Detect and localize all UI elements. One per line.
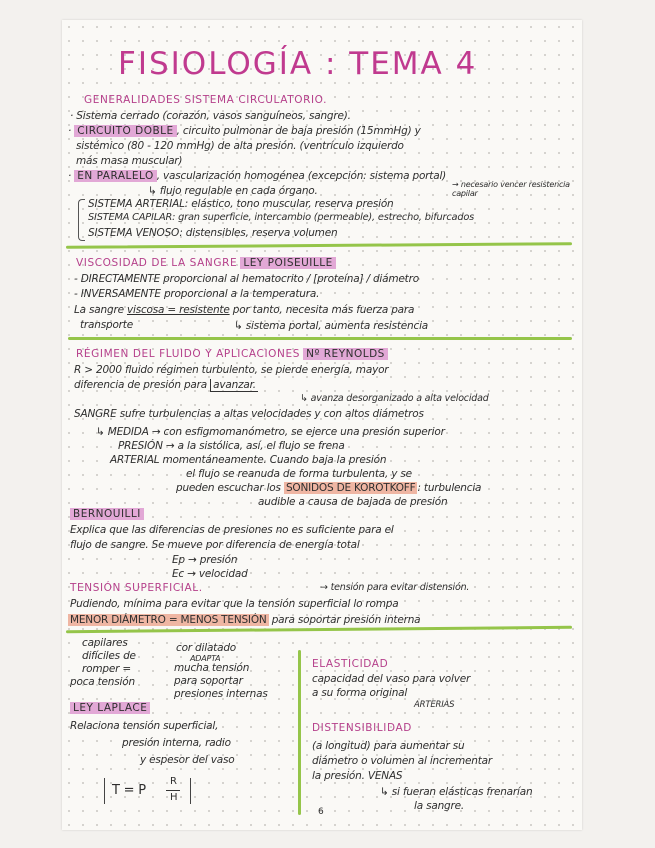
text-line: y espesor del vaso — [140, 754, 235, 766]
text-line: ↳ MEDIDA → con esfigmomanómetro, se ejerce una presión superior — [96, 426, 445, 438]
bracket — [78, 199, 85, 241]
text-line: audible a causa de bajada de presión — [258, 496, 448, 508]
text-line: SISTEMA ARTERIAL: elástico, tono muscular, reserva presión — [88, 198, 394, 210]
text-line: PRESIÓN → a la sistólica, así, el flujo se frena — [118, 440, 345, 452]
text-line: La sangre viscosa = resistente por tanto, necesita más fuerza para — [74, 304, 415, 316]
text-line: Pudiendo, mínima para evitar que la tensión superficial lo rompa — [70, 598, 399, 610]
text-line: romper = — [82, 663, 131, 675]
text-line: a su forma original — [312, 687, 408, 699]
formula-bracket — [186, 778, 191, 804]
text-line: ARTERIAL momentáneamente. Cuando baja la presión — [110, 454, 387, 466]
fraction-line — [166, 790, 180, 791]
text-line: para soportar — [174, 675, 243, 687]
section-heading-generalidades: GENERALIDADES SISTEMA CIRCULATORIO. — [84, 94, 328, 106]
text-line: SANGRE sufre turbulencias a altas velocidades y con altos diámetros — [74, 408, 424, 420]
section-heading-viscosidad: VISCOSIDAD DE LA SANGRE LEY POISEUILLE — [76, 257, 336, 269]
text-line: la sangre. — [414, 800, 465, 812]
text-line: más masa muscular) — [76, 155, 183, 167]
section-heading-distensibilidad: DISTENSIBILIDAD — [312, 722, 412, 734]
text-line: ↳ sistema portal, aumenta resistencia — [234, 320, 429, 332]
formula-text: T = P — [112, 783, 146, 798]
section-heading-laplace: LEY LAPLACE — [70, 702, 150, 714]
text-line: - DIRECTAMENTE proporcional al hematocrito / [proteína] / diámetro — [74, 273, 419, 285]
section-heading-tension: TENSIÓN SUPERFICIAL. — [70, 582, 203, 594]
text-line: poca tensión — [70, 676, 135, 688]
section-heading-elasticidad: ELASTICIDAD — [312, 658, 389, 670]
text-line: · EN PARALELO , vascularización homogénea (excepción: sistema portal) — [68, 170, 447, 182]
formula-numerator: R — [170, 776, 177, 787]
formula-denominator: H — [170, 792, 178, 803]
text-line: Ep → presión — [172, 554, 238, 566]
text-line: sistémico (80 - 120 mmHg) de alta presión. (ventrículo izquierdo — [76, 140, 404, 152]
section-heading-regimen: RÉGIMEN DEL FLUIDO Y APLICACIONES Nº REYNOLDS — [76, 348, 388, 360]
text-line: · CIRCUITO DOBLE , circuito pulmonar de baja presión (15mmHg) y — [68, 125, 421, 137]
text-line: ↳ avanza desorganizado a alta velocidad — [300, 393, 489, 404]
text-line: ↳ flujo regulable en cada órgano. — [148, 185, 318, 197]
text-line: presiones internas — [174, 688, 268, 700]
text-line: diferencia de presión para avanzar. — [74, 379, 256, 391]
text-line: Ec → velocidad — [172, 568, 248, 580]
text-line: (a longitud) para aumentar su — [312, 740, 465, 752]
highlight-menor-diametro: MENOR DIÁMETRO = MENOS TENSIÓN — [70, 614, 267, 626]
text-line: transporte — [80, 319, 133, 331]
text-line: presión interna, radio — [122, 737, 231, 749]
text-line: capacidad del vaso para volver — [312, 673, 471, 685]
text-line: diámetro o volumen al incrementar — [312, 755, 492, 767]
text-line: MENOR DIÁMETRO = MENOS TENSIÓN para soportar presión interna — [70, 614, 421, 626]
text-line: ↳ si fueran elásticas frenarían — [380, 786, 533, 798]
side-note: → tensión para evitar distensión. — [320, 582, 470, 593]
text-line: ADAPTA — [190, 654, 221, 663]
text-line: Relaciona tensión superficial, — [70, 720, 219, 732]
section-divider — [68, 337, 572, 340]
text-line: SISTEMA VENOSO: distensibles, reserva volumen — [88, 227, 338, 239]
text-line: capilares — [82, 637, 128, 649]
section-heading-bernouilli: BERNOUILLI — [70, 508, 144, 520]
side-note: → necesario vencer resistencia capilar — [452, 180, 570, 198]
highlight-ley-poiseuille: LEY POISEUILLE — [240, 257, 335, 269]
text-line: flujo de sangre. Se mueve por diferencia de energía total — [70, 539, 360, 551]
highlight-circuito-doble: CIRCUITO DOBLE — [74, 125, 176, 137]
column-divider — [298, 650, 301, 815]
text-line: mucha tensión — [174, 662, 250, 674]
text-line: SISTEMA CAPILAR: gran superficie, intercambio (permeable), estrecho, bifurcados — [88, 212, 475, 223]
highlight-korotkoff: SONIDOS DE KOROTKOFF — [285, 482, 416, 494]
highlight-reynolds: Nº REYNOLDS — [303, 348, 388, 360]
text-line: · Sistema cerrado (corazón, vasos sanguíneos, sangre). — [70, 110, 351, 122]
text-line: la presión. VENAS — [312, 770, 403, 782]
page-title: FISIOLOGÍA : TEMA 4 — [118, 46, 478, 82]
highlight-en-paralelo: EN PARALELO — [74, 170, 156, 182]
text-line: - INVERSAMENTE proporcional a la temperatura. — [74, 288, 320, 300]
text-line: ARTERIAS — [414, 700, 455, 710]
text-line: Explica que las diferencias de presiones no es suficiente para el — [70, 524, 394, 536]
text-line: el flujo se reanuda de forma turbulenta, y se — [186, 468, 412, 480]
text-line: cor dilatado — [176, 642, 237, 654]
text-line: difíciles de — [82, 650, 136, 662]
page-number: 6 — [318, 807, 324, 817]
text-line: pueden escuchar los SONIDOS DE KOROTKOFF : turbulencia — [176, 482, 482, 494]
text-line: R > 2000 fluido régimen turbulento, se pierde energía, mayor — [74, 364, 389, 376]
